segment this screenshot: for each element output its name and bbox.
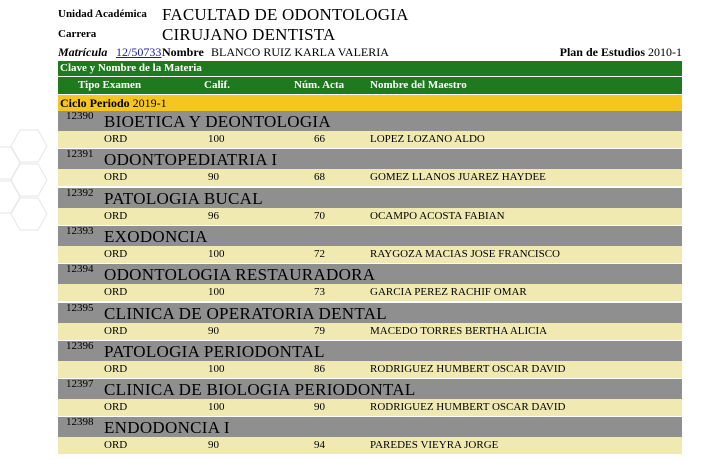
course-name: BIOETICA Y DEONTOLOGIA [104,112,331,131]
carrera-label: Carrera [58,28,97,40]
tipo-examen: ORD [104,401,128,414]
nombre-maestro: LOPEZ LOZANO ALDO [370,133,485,145]
course-row [58,379,682,399]
num-acta: 72 [314,247,325,260]
course-name: CLINICA DE OPERATORIA DENTAL [104,303,387,323]
grade-row [58,437,682,454]
nombre-maestro: RODRIGUEZ HUMBERT OSCAR DAVID [370,401,566,414]
matricula-label: Matrícula [58,45,108,59]
tipo-examen: ORD [104,133,128,145]
calificacion: 100 [208,401,225,414]
grade-row [58,208,682,225]
course-name: ODONTOPEDIATRIA I [104,150,278,170]
tipo-examen: ORD [104,286,128,299]
col-tipo-examen: Tipo Examen [78,79,142,91]
course-code: 12398 [66,416,94,429]
nombre-maestro: MACEDO TORRES BERTHA ALICIA [370,324,548,337]
tipo-examen: ORD [104,209,128,222]
course-code: 12396 [66,339,94,352]
course-row [58,341,682,361]
matricula-link[interactable]: 12/50733 [116,45,162,59]
num-acta: 90 [314,401,325,414]
grade-row [58,284,682,301]
nombre-maestro: GARCIA PEREZ RACHIF OMAR [370,286,527,299]
column-header-row [58,77,682,94]
course-code: 12390 [66,110,94,122]
course-code: 12392 [66,186,94,199]
course-row [58,188,682,208]
calificacion: 100 [208,247,225,260]
course-name: PATOLOGIA PERIODONTAL [104,341,325,361]
calificacion: 90 [208,439,219,452]
num-acta: 73 [314,286,325,299]
col-num-acta: Núm. Acta [294,79,345,91]
num-acta: 68 [314,171,325,184]
course-row [58,264,682,284]
num-acta: 94 [314,439,325,452]
nombre-maestro: PAREDES VIEYRA JORGE [370,439,499,452]
carrera-value: CIRUJANO DENTISTA [162,25,336,44]
grade-row [58,131,682,148]
course-code: 12397 [66,378,94,391]
plan-estudios [560,45,682,60]
course-code: 12393 [66,224,94,237]
plan-value: 2010-1 [648,45,682,59]
nombre-maestro: RODRIGUEZ HUMBERT OSCAR DAVID [370,362,566,375]
grade-row [58,169,682,186]
tipo-examen: ORD [104,439,128,452]
tipo-examen: ORD [104,247,128,260]
course-name: ODONTOLOGIA RESTAURADORA [104,265,376,285]
nombre-maestro: GOMEZ LLANOS JUAREZ HAYDEE [370,171,546,184]
col-calif: Calif. [204,79,230,91]
course-name: CLINICA DE BIOLOGIA PERIODONTAL [104,380,416,400]
unidad-value: FACULTAD DE ODONTOLOGIA [162,5,409,24]
materia-header: Clave y Nombre de la Materia [58,61,682,76]
calificacion: 100 [208,133,225,145]
calificacion: 100 [208,362,225,375]
course-name: EXODONCIA [104,226,208,246]
grade-row [58,323,682,340]
tipo-examen: ORD [104,171,128,184]
num-acta: 86 [314,362,325,375]
course-code: 12391 [66,148,94,161]
tipo-examen: ORD [104,324,128,337]
course-row [58,111,682,131]
calificacion: 90 [208,324,219,337]
plan-label: Plan de Estudios [559,45,645,59]
grade-row [58,246,682,263]
ciclo-periodo-row [58,95,682,111]
student-info-row [58,45,682,61]
nombre-maestro: OCAMPO ACOSTA FABIAN [370,209,505,222]
num-acta: 79 [314,324,325,337]
grade-row [58,399,682,416]
col-nombre-maestro: Nombre del Maestro [370,79,467,91]
course-row [58,226,682,246]
hexagon-pattern-decoration [0,120,60,240]
course-code: 12394 [66,263,94,276]
nombre-maestro: RAYGOZA MACIAS JOSE FRANCISCO [370,247,560,260]
course-name: PATOLOGIA BUCAL [104,188,263,208]
num-acta: 70 [314,209,325,222]
course-row [58,417,682,437]
num-acta: 66 [314,133,325,145]
course-name: ENDODONCIA I [104,418,230,438]
calificacion: 100 [208,286,225,299]
course-row [58,303,682,323]
ciclo-value: 2019-1 [132,96,167,110]
course-code: 12395 [66,301,94,314]
nombre-label: Nombre [162,45,204,59]
course-row [58,149,682,169]
nombre-value: BLANCO RUIZ KARLA VALERIA [211,45,389,59]
grade-row [58,361,682,378]
ciclo-label: Ciclo Periodo [60,96,130,110]
unidad-label: Unidad Académica [58,8,147,20]
calificacion: 90 [208,171,219,184]
calificacion: 96 [208,209,219,222]
tipo-examen: ORD [104,362,128,375]
